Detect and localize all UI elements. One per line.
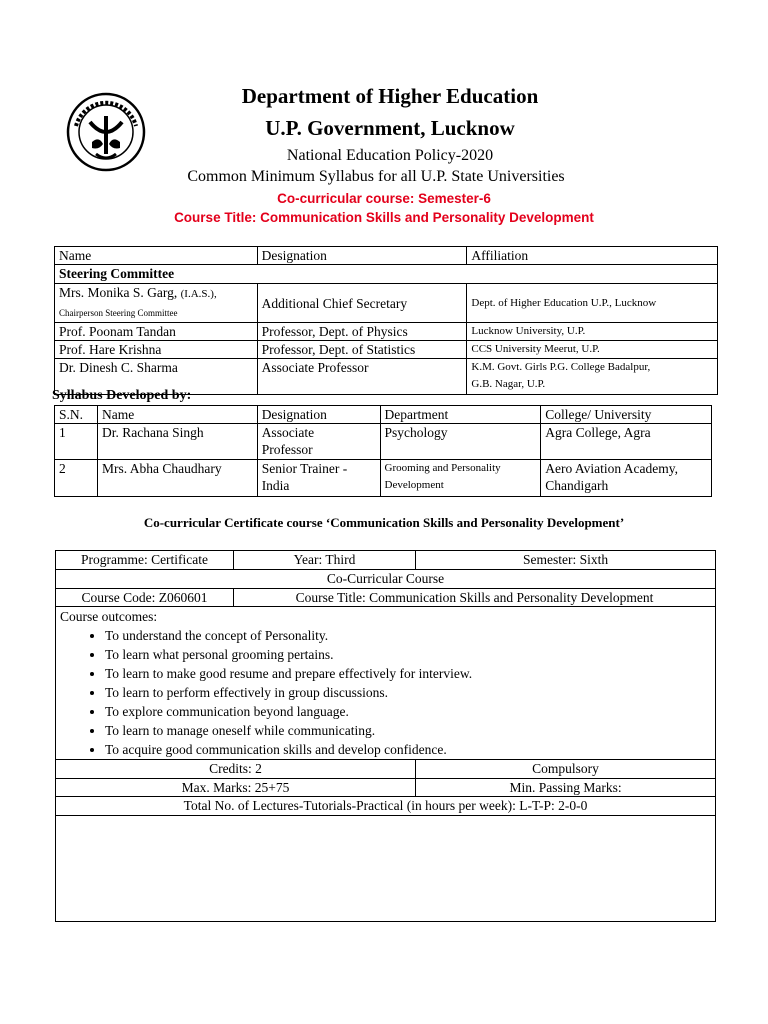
table-cell-affiliation (467, 359, 718, 395)
credits-cell: Credits: 2 (56, 760, 416, 779)
table-cell-department (380, 460, 541, 497)
header-college: College/ University (541, 406, 712, 424)
certificate-title: Co-curricular Certificate course ‘Communication Skills and Personality Development’ (143, 515, 625, 530)
table-cell: Psychology (380, 424, 541, 460)
table-cell-name (55, 284, 258, 323)
department-title: Department of Higher Education (241, 84, 539, 108)
table-cell-designation (257, 460, 380, 497)
policy-line: National Education Policy-2020 (286, 147, 494, 164)
member-suffix: (I.A.S.), (180, 288, 217, 300)
developers-table (54, 405, 712, 497)
affiliation-line: K.M. Govt. Girls P.G. College Badalpur, (471, 361, 651, 373)
syllabus-line: Common Minimum Syllabus for all U.P. State Universities (187, 168, 565, 185)
list-item: • To learn to make good resume and prepare effectively for interview. (105, 664, 711, 683)
affiliation-line: G.B. Nagar, U.P. (471, 378, 546, 390)
table-cell: Dr. Dinesh C. Sharma (55, 359, 258, 395)
member-name: Mrs. Monika S. Garg, (59, 285, 178, 300)
table-cell: Associate Professor (257, 359, 467, 395)
header-department: Department (380, 406, 541, 424)
course-title-cell: Course Title: Communication Skills and Personality Development (234, 589, 716, 607)
course-table (55, 550, 716, 922)
table-cell: Professor, Dept. of Statistics (257, 341, 467, 359)
table-cell-designation (257, 424, 380, 460)
up-government-emblem (66, 92, 146, 172)
lectures-cell: Total No. of Lectures-Tutorials-Practical (in hours per week): L-T-P: 2-0-0 (56, 797, 716, 816)
designation-line: Professor (261, 442, 313, 457)
table-cell: 2 (55, 460, 98, 497)
table-cell: Lucknow University, U.P. (467, 323, 718, 341)
year-cell: Year: Third (234, 551, 416, 570)
min-marks-cell: Min. Passing Marks: (416, 779, 716, 797)
max-marks-cell: Max. Marks: 25+75 (56, 779, 416, 797)
table-cell: Prof. Poonam Tandan (55, 323, 258, 341)
table-cell: Agra College, Agra (541, 424, 712, 460)
header-name: Name (97, 406, 257, 424)
designation-line: India (261, 478, 290, 493)
semester-line: Co-curricular course: Semester-6 (277, 191, 491, 206)
course-code-cell: Course Code: Z060601 (56, 589, 234, 607)
empty-cell (56, 816, 716, 922)
list-item: • To learn what personal grooming pertains. (105, 645, 711, 664)
outcomes-list (60, 626, 711, 759)
programme-cell: Programme: Certificate (56, 551, 234, 570)
header-sn: S.N. (55, 406, 98, 424)
course-outcomes-cell (56, 607, 716, 760)
member-note: Chairperson Steering Committee (59, 308, 178, 318)
designation-line: Associate (261, 425, 315, 440)
course-title-line: Course Title: Communication Skills and Personality Development (174, 210, 594, 225)
table-cell: Mrs. Abha Chaudhary (97, 460, 257, 497)
semester-cell: Semester: Sixth (416, 551, 716, 570)
department-line: Grooming and Personality (384, 462, 501, 474)
developers-heading: Syllabus Developed by: (52, 388, 192, 403)
government-title: U.P. Government, Lucknow (265, 116, 515, 140)
designation-line: Senior Trainer - (261, 461, 348, 476)
steering-committee-table (54, 246, 718, 395)
course-type-cell: Co-Curricular Course (56, 570, 716, 589)
table-cell: Additional Chief Secretary (257, 284, 467, 323)
list-item: • To understand the concept of Personality. (105, 626, 711, 645)
table-cell-college (541, 460, 712, 497)
department-line: Development (384, 479, 444, 491)
header-designation: Designation (257, 247, 467, 265)
table-cell: 1 (55, 424, 98, 460)
list-item: • To explore communication beyond language. (105, 702, 711, 721)
college-line: Aero Aviation Academy, (545, 461, 678, 476)
table-cell: CCS University Meerut, U.P. (467, 341, 718, 359)
compulsory-cell: Compulsory (416, 760, 716, 779)
table-cell: Prof. Hare Krishna (55, 341, 258, 359)
table-cell: Dept. of Higher Education U.P., Lucknow (467, 284, 718, 323)
table-cell: Dr. Rachana Singh (97, 424, 257, 460)
outcomes-label: Course outcomes: (60, 609, 158, 624)
list-item: • To acquire good communication skills and develop confidence. (105, 740, 711, 759)
header-designation: Designation (257, 406, 380, 424)
header-name: Name (55, 247, 258, 265)
list-item: • To learn to perform effectively in group discussions. (105, 683, 711, 702)
college-line: Chandigarh (545, 478, 609, 493)
list-item: • To learn to manage oneself while communicating. (105, 721, 711, 740)
steering-committee-label: Steering Committee (55, 265, 718, 284)
header-affiliation: Affiliation (467, 247, 718, 265)
table-cell: Professor, Dept. of Physics (257, 323, 467, 341)
